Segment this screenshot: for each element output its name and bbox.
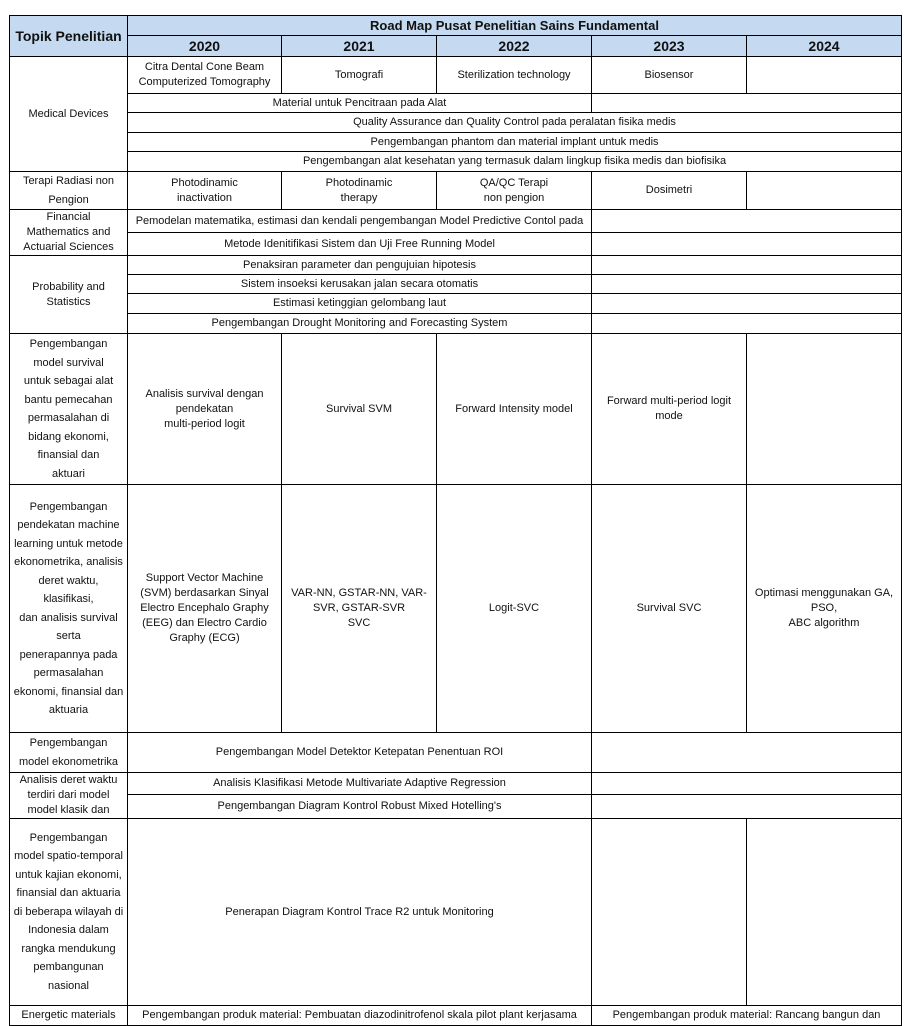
cell-medical-2022: Sterilization technology bbox=[437, 57, 592, 94]
cell-deret-hotelling: Pengembangan Diagram Kontrol Robust Mixed Hotelling's bbox=[128, 795, 592, 819]
cell-ekonometrika-empty bbox=[592, 733, 902, 773]
cell-prob-penaksiran-empty bbox=[592, 256, 902, 275]
cell-medical-2023: Biosensor bbox=[592, 57, 747, 94]
cell-medical-phantom: Pengembangan phantom dan material implant untuk medis bbox=[128, 133, 902, 152]
topic-ekonometrika: Pengembangan model ekonometrika bbox=[10, 733, 128, 773]
cell-spatio-trace: Penerapan Diagram Kontrol Trace R2 untuk Monitoring bbox=[128, 819, 592, 1006]
header-title: Road Map Pusat Penelitian Sains Fundamental bbox=[128, 16, 902, 36]
cell-medical-material-empty bbox=[592, 94, 902, 113]
cell-energetic-right: Pengembangan produk material: Rancang bangun dan bbox=[592, 1006, 902, 1026]
cell-medical-2024-empty bbox=[747, 57, 902, 94]
header-year-2022: 2022 bbox=[437, 36, 592, 57]
cell-spatio-2023-empty bbox=[592, 819, 747, 1006]
cell-ml-2022: Logit-SVC bbox=[437, 485, 592, 733]
cell-survival-2023: Forward multi-period logit mode bbox=[592, 334, 747, 485]
header-year-2024: 2024 bbox=[747, 36, 902, 57]
topic-machine-learning: Pengembangan pendekatan machine learning untuk metode ekonometrika, analisis deret waktu, klasifikasi, dan analisis survival serta penerapannya pada permasalahan ekonomi, finansial dan aktuaria bbox=[10, 485, 128, 733]
cell-prob-inspeksi: Sistem insoeksi kerusakan jalan secara otomatis bbox=[128, 275, 592, 294]
cell-financial-pemodelan: Pemodelan matematika, estimasi dan kendali pengembangan Model Predictive Contol pada bbox=[128, 210, 592, 233]
cell-medical-2020: Citra Dental Cone Beam Computerized Tomography bbox=[128, 57, 282, 94]
cell-terapi-2022: QA/QC Terapi non pengion bbox=[437, 172, 592, 210]
cell-deret-klasifikasi: Analisis Klasifikasi Metode Multivariate Adaptive Regression bbox=[128, 773, 592, 795]
cell-survival-2020: Analisis survival dengan pendekatan multi-period logit bbox=[128, 334, 282, 485]
cell-financial-identifikasi: Metode Idenitifikasi Sistem dan Uji Free Running Model bbox=[128, 233, 592, 256]
topic-financial-mathematics: Financial Mathematics and Actuarial Sciences bbox=[10, 210, 128, 256]
cell-prob-inspeksi-empty bbox=[592, 275, 902, 294]
topic-energetic-materials: Energetic materials bbox=[10, 1006, 128, 1026]
header-year-2021: 2021 bbox=[282, 36, 437, 57]
cell-prob-gelombang: Estimasi ketinggian gelombang laut bbox=[128, 294, 592, 314]
cell-survival-2021: Survival SVM bbox=[282, 334, 437, 485]
topic-terapi-radiasi: Terapi Radiasi non Pengion bbox=[10, 172, 128, 210]
cell-terapi-2020: Photodinamic inactivation bbox=[128, 172, 282, 210]
header-year-2023: 2023 bbox=[592, 36, 747, 57]
cell-deret-hotelling-empty bbox=[592, 795, 902, 819]
topic-probability-statistics: Probability and Statistics bbox=[10, 256, 128, 334]
cell-deret-klasifikasi-empty bbox=[592, 773, 902, 795]
topic-deret-waktu: Analisis deret waktu terdiri dari model model klasik dan bbox=[10, 773, 128, 819]
cell-ml-2021: VAR-NN, GSTAR-NN, VAR- SVR, GSTAR-SVR SVC bbox=[282, 485, 437, 733]
cell-prob-drought-empty bbox=[592, 314, 902, 334]
cell-survival-2022: Forward Intensity model bbox=[437, 334, 592, 485]
topic-spatio-temporal: Pengembangan model spatio-temporal untuk kajian ekonomi, finansial dan aktuaria di beberapa wilayah di Indonesia dalam rangka mendukung pembangunan nasional bbox=[10, 819, 128, 1006]
cell-prob-gelombang-empty bbox=[592, 294, 902, 314]
cell-spatio-2024-empty bbox=[747, 819, 902, 1006]
cell-terapi-2024-empty bbox=[747, 172, 902, 210]
cell-ekonometrika-roi: Pengembangan Model Detektor Ketepatan Penentuan ROI bbox=[128, 733, 592, 773]
cell-terapi-2021: Photodinamic therapy bbox=[282, 172, 437, 210]
cell-financial-pemodelan-empty bbox=[592, 210, 902, 233]
topic-survival: Pengembangan model survival untuk sebagai alat bantu pemecahan permasalahan di bidang ekonomi, finansial dan aktuari bbox=[10, 334, 128, 485]
cell-survival-2024-empty bbox=[747, 334, 902, 485]
cell-medical-material: Material untuk Pencitraan pada Alat bbox=[128, 94, 592, 113]
road-map-table bbox=[9, 15, 902, 1026]
header-year-2020: 2020 bbox=[128, 36, 282, 57]
cell-energetic-left: Pengembangan produk material: Pembuatan diazodinitrofenol skala pilot plant kerjasama bbox=[128, 1006, 592, 1026]
cell-prob-drought: Pengembangan Drought Monitoring and Forecasting System bbox=[128, 314, 592, 334]
cell-financial-identifikasi-empty bbox=[592, 233, 902, 256]
cell-ml-2020: Support Vector Machine (SVM) berdasarkan Sinyal Electro Encephalo Graphy (EEG) dan Electro Cardio Graphy (ECG) bbox=[128, 485, 282, 733]
cell-prob-penaksiran: Penaksiran parameter dan pengujuian hipotesis bbox=[128, 256, 592, 275]
cell-terapi-2023: Dosimetri bbox=[592, 172, 747, 210]
cell-ml-2024: Optimasi menggunakan GA, PSO, ABC algorithm bbox=[747, 485, 902, 733]
cell-medical-2021: Tomografi bbox=[282, 57, 437, 94]
topic-medical-devices: Medical Devices bbox=[10, 57, 128, 172]
cell-medical-alat-kesehatan: Pengembangan alat kesehatan yang termasuk dalam lingkup fisika medis dan biofisika bbox=[128, 152, 902, 172]
cell-medical-qa-qc: Quality Assurance dan Quality Control pada peralatan fisika medis bbox=[128, 113, 902, 133]
cell-ml-2023: Survival SVC bbox=[592, 485, 747, 733]
header-topik: Topik Penelitian bbox=[10, 16, 128, 57]
